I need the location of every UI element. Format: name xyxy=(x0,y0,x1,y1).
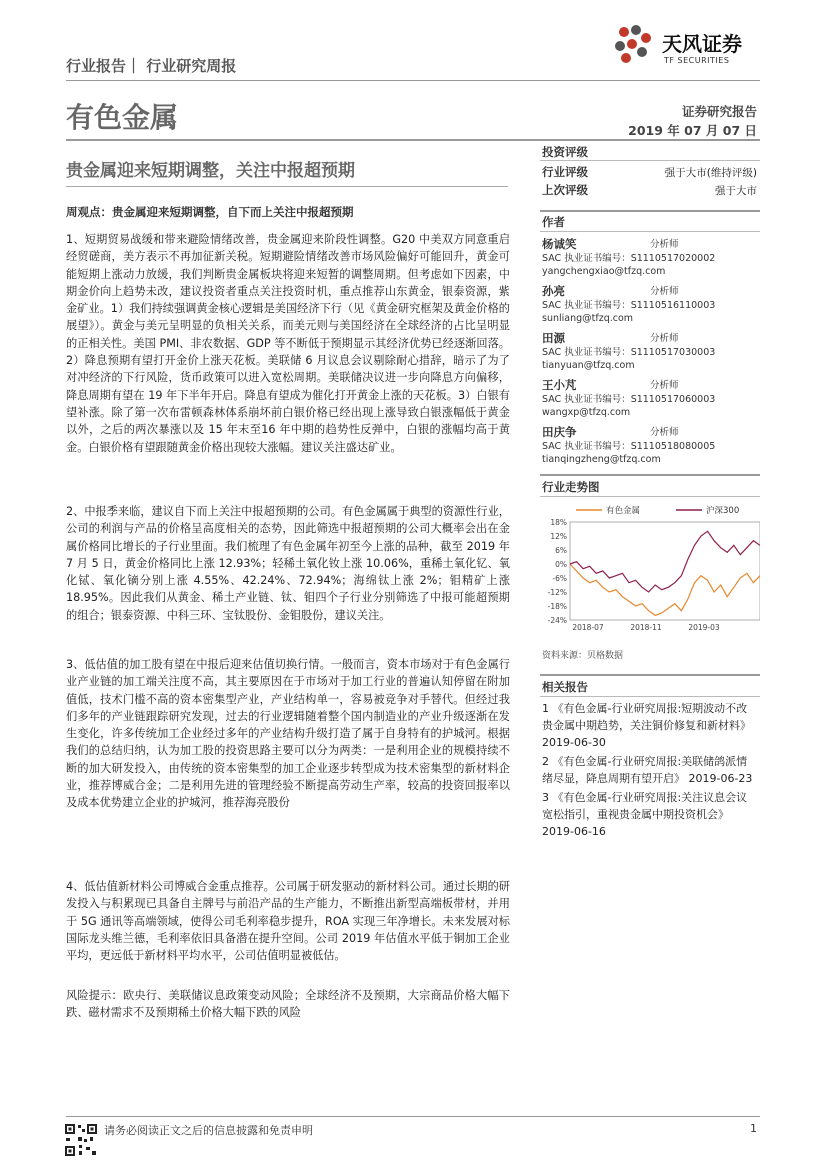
author-email[interactable]: yangchengxiao@tfzq.com xyxy=(542,266,666,277)
author-role: 分析师 xyxy=(650,427,679,438)
chart-legend-label: 沪深300 xyxy=(706,506,740,516)
trend-top-rule xyxy=(540,474,760,476)
author-entry xyxy=(542,236,760,283)
footer-rule xyxy=(66,1116,760,1117)
authors-heading: 作者 xyxy=(542,215,565,229)
chart-y-tick-label: -18% xyxy=(547,602,567,611)
paragraph-1: 1、短期贸易战缓和带来避险情绪改善，贵金属迎来阶段性调整。G20 中美双方同意重启经贸磋商，美方表示不再加征新关税。短期避险情绪改善市场风险偏好可能回升，黄金可能短期上涨动力放缓，我们判断贵金属板块将迎来短暂的调整周期。但考虑如下因素，中期金价向上趋势未改，建议投资者重点关注投资时机，重点推荐山东黄金，银泰资源，紫金矿业。1）我们持续强调黄金核心逻辑是美国经济下行（见《黄金研究框架及黄金价格的展望》）。黄金与美元呈明显的负相关关系，而美元则与美国经济在全球经济的占比呈明显的正相关性。美国 PMI、非农数据、GDP 等不断低于预期显示其经济优势已经逐渐回落。2）降息预期有望打开金价上涨天花板。美联储 6 月议息会议剔除耐心措辞，暗示了为了对冲经济的下行风险，货币政策可以进入宽松周期。美联储决议进一步向降息方向偏移，降息周期有望在 19 年下半年开启。降息有望成为催化打开黄金上涨的天花板。3）白银有望补涨。除了第一次布雷顿森林体系崩坏前白银价格已经出现上涨导致白银涨幅低于黄金以外，之后的两次暴涨以及 15 年末至16 年中期的趋势性反弹中，白银的涨幅均高于黄金。白银价格有望跟随黄金价格出现较大涨幅。建议关注盛达矿业。 xyxy=(66,233,510,454)
authors-top-rule xyxy=(540,210,760,212)
related-item[interactable]: 3 《有色金属-行业研究周报:关注议息会议宽松指引，重视贵金属中期投资机会》 2019-06-16 xyxy=(542,791,748,838)
qr-code-icon xyxy=(64,1123,98,1157)
author-cert: SAC 执业证书编号：S1110517030003 xyxy=(542,347,716,358)
related-top-rule xyxy=(540,674,760,676)
author-name: 王小芃 xyxy=(542,378,577,392)
chart-x-tick-label: 2018-11 xyxy=(630,623,662,632)
author-role: 分析师 xyxy=(650,239,679,250)
paragraph-2: 2、中报季来临，建议自下而上关注中报超预期的公司。有色金属属于典型的资源性行业，公司的利润与产品的价格呈高度相关的态势，因此筛选中报超预期的公司大概率会出在金属价格同比增长的子行业里面。我们梳理了有色金属年初至今上涨的品种，截至 2019 年 7 月 5 日，黄金价格同比上涨 12.93%；轻稀土氧化钕上涨 10.06%，重稀土氧化钇、氧化铽、氧化镝分别上涨 4.55%、42.24%、72.94%；海绵钛上涨 2%；钼精矿上涨 18.95%。因此我们从黄金、稀土产业链、钛、钼四个子行业分别筛选了中报可能超预期的组合；银泰资源、中科三环、宝钛股份、金钼股份，建议关注。 xyxy=(66,505,510,622)
author-email[interactable]: tianqingzheng@tfzq.com xyxy=(542,454,661,465)
main-title-rule xyxy=(66,186,508,187)
risk-warning: 风险提示：欧央行、美联储议息政策变动风险；全球经济不及预期，大宗商品价格大幅下跌、磁材需求不及预期稀土价格大幅下跌的风险 xyxy=(66,989,510,1020)
author-entry xyxy=(542,424,760,471)
author-cert: SAC 执业证书编号：S1110516110003 xyxy=(542,300,716,311)
author-name: 孙亮 xyxy=(542,284,565,298)
author-email[interactable]: wangxp@tfzq.com xyxy=(542,407,631,418)
chart-plot-frame xyxy=(570,522,760,620)
author-role: 分析师 xyxy=(650,333,679,344)
rating-rule xyxy=(540,160,760,161)
report-date: 2019 年 07 月 07 日 xyxy=(628,123,757,138)
industry-rating-value: 强于大市(维持评级) xyxy=(664,167,757,179)
author-role: 分析师 xyxy=(650,286,679,297)
author-name: 田庆争 xyxy=(542,425,577,439)
author-cert: SAC 执业证书编号：S1110517060003 xyxy=(542,394,716,405)
rating-top-rule xyxy=(540,139,760,141)
related-list xyxy=(542,700,758,840)
chart-legend-label: 有色金属 xyxy=(606,506,641,516)
related-item[interactable]: 2 《有色金属-行业研究周报:美联储鸽派情绪尽显，降息周期有望开启》 2019-06-23 xyxy=(542,755,753,785)
industry-rating-label: 行业评级 xyxy=(542,165,588,179)
chart-y-tick-label: 12% xyxy=(550,532,567,541)
rating-heading: 投资评级 xyxy=(542,145,588,159)
author-email[interactable]: tianyuan@tfzq.com xyxy=(542,360,635,371)
author-name: 田源 xyxy=(542,331,565,345)
main-title: 贵金属迎来短期调整，关注中报超预期 xyxy=(66,161,355,181)
chart-x-tick-label: 2019-03 xyxy=(688,623,720,632)
chart-y-tick-label: 0% xyxy=(555,560,567,569)
logo xyxy=(610,22,770,72)
author-list xyxy=(542,236,760,471)
previous-rating-label: 上次评级 xyxy=(542,183,588,197)
author-cert: SAC 执业证书编号：S1110517020002 xyxy=(542,253,716,264)
related-heading: 相关报告 xyxy=(542,680,588,694)
author-name: 杨诚笑 xyxy=(542,237,577,251)
logo-en: TF SECURITIES xyxy=(664,56,730,65)
paragraph-3: 3、低估值的加工股有望在中报后迎来估值切换行情。一般而言，资本市场对于有色金属行业产业链的加工端关注度不高，其主要原因在于市场对于加工行业的普遍认知停留在附加值低，技术门槛不高的资本密集型产业，产业结构单一，容易被竞争对手替代。但经过我们多年的产业链跟踪研究发现，过去的行业逻辑随着整个国内制造业的产业升级逐渐在发生变化，许多传统加工企业经过多年的产业结构升级打造了属于自身特有的护城河。根据我们的总结归纳，认为加工股的投资思路主要可以分为两类：一是利用企业的规模持续不断的加大研发投入，由传统的资本密集型的加工企业逐步转型成为技术密集型的新材料企业，推荐博威合金；二是利用先进的管理经验不断提高劳动生产率，较高的投资回报率以及成本优势建立企业的护城河，推荐海亮股份 xyxy=(66,658,510,810)
trend-heading: 行业走势图 xyxy=(542,480,600,494)
chart-series-line xyxy=(570,564,760,615)
report-type: 证券研究报告 xyxy=(681,104,757,119)
chart-y-tick-label: -24% xyxy=(547,616,567,625)
paragraph-4: 4、低估值新材料公司博威合金重点推荐。公司属于研发驱动的新材料公司。通过长期的研发投入与积累现已具备自主牌号与前沿产品的生产能力，不断推出新型高端板带材，并用于 5G 通讯等高端领域，使得公司毛利率稳步提升，ROA 实现三年净增长。未来发展对标国际龙头维兰德，毛利率依旧具备潜在提升空间。公司 2019 年估值水平低于铜加工企业平均，更远低于新材料平均水平，公司估值明显被低估。 xyxy=(66,880,510,963)
footer-disclaimer[interactable]: 请务必阅读正文之后的信息披露和免责申明 xyxy=(104,1124,313,1137)
previous-rating-value: 强于大市 xyxy=(715,185,757,197)
author-email[interactable]: sunliang@tfzq.com xyxy=(542,313,634,324)
related-item[interactable]: 1 《有色金属-行业研究周报:短期波动不改贵金属中期趋势，关注铜价修复和新材料》 2019-06-30 xyxy=(542,702,751,749)
related-rule xyxy=(540,696,760,697)
author-entry xyxy=(542,377,760,424)
chart-y-tick-label: -6% xyxy=(552,574,567,583)
header-rule xyxy=(66,80,760,81)
chart-x-tick-label: 2018-07 xyxy=(572,623,604,632)
page-number: 1 xyxy=(750,1122,757,1135)
chart-y-tick-label: 18% xyxy=(550,518,567,527)
author-role: 分析师 xyxy=(650,380,679,391)
author-entry xyxy=(542,330,760,377)
authors-rule xyxy=(540,231,760,232)
trend-rule xyxy=(540,496,760,497)
chart-y-tick-label: 6% xyxy=(555,546,567,555)
trend-chart xyxy=(540,500,760,636)
author-entry xyxy=(542,283,760,330)
logo-name: 天风证券 xyxy=(662,32,742,56)
chart-source: 资料来源：贝格数据 xyxy=(542,651,624,661)
author-cert: SAC 执业证书编号：S1110518080005 xyxy=(542,441,716,452)
report-category: 行业报告｜ 行业研究周报 xyxy=(66,57,237,75)
weekly-view-heading: 周观点：贵金属迎来短期调整，自下而上关注中报超预期 xyxy=(66,205,354,219)
chart-y-tick-label: -12% xyxy=(547,588,567,597)
sector-title: 有色金属 xyxy=(66,101,179,134)
tf-logo-icon xyxy=(610,22,658,70)
